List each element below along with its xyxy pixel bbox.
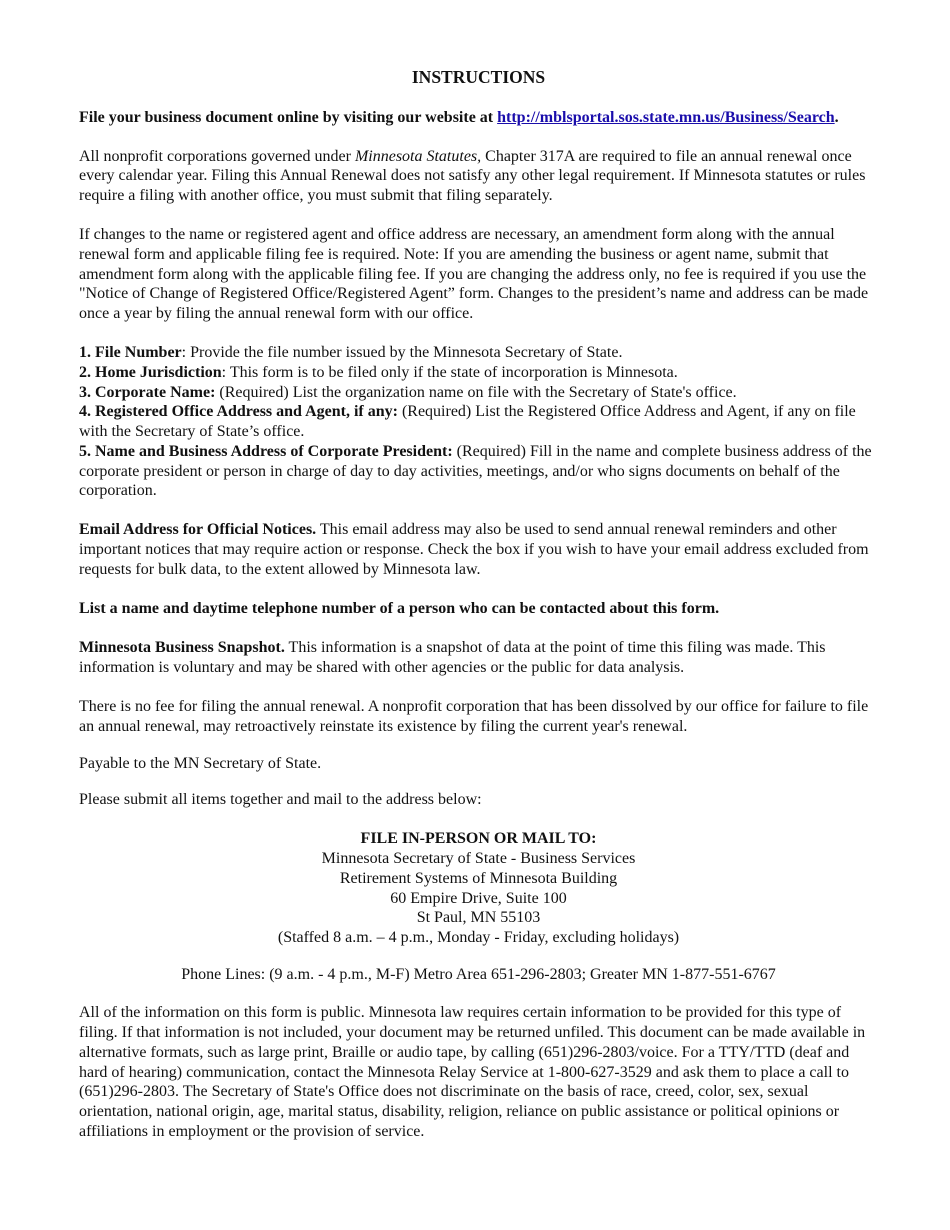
item-text: : Provide the file number issued by the Minnesota Secretary of State. [181, 344, 623, 362]
snapshot-paragraph [79, 638, 878, 677]
mailing-address-block [79, 829, 878, 947]
statute-paragraph [79, 147, 878, 206]
statute-italic: Minnesota Statutes, [354, 147, 482, 165]
office-hours-line: (Staffed 8 a.m. – 4 p.m., Monday - Friday, excluding holidays) [277, 929, 680, 946]
item-label: 4. Registered Office Address and Agent, if any: [79, 403, 398, 421]
online-filing-prefix: File your business document online by visiting our website at [79, 109, 498, 126]
snapshot-text: This information is a snapshot of data at the point of time this filing was made. This information is voluntary and may be shared with other agencies or the public for data analysis. [79, 639, 826, 676]
page-title: INSTRUCTIONS [411, 67, 546, 87]
snapshot-label: Minnesota Business Snapshot. [79, 639, 285, 657]
item-label: 1. File Number [79, 344, 182, 362]
statute-text-before: All nonprofit corporations governed under [79, 147, 355, 165]
list-item [79, 343, 878, 363]
online-filing-line [79, 108, 878, 128]
item-text: (Required) List the Registered Office Address and Agent, if any on file with the Secretary of State’s office. [79, 403, 856, 441]
list-item [79, 442, 878, 501]
list-item [79, 363, 878, 383]
address-line: 60 Empire Drive, Suite 100 [390, 889, 567, 907]
item-text: (Required) List the organization name on file with the Secretary of State's office. [215, 383, 737, 401]
email-label: Email Address for Official Notices. [79, 521, 317, 539]
public-information-paragraph: All of the information on this form is public. Minnesota law requires certain information to be provided for this type of filing. If that information is not included, your document may be returned unfiled. This document can be made available in alternative formats, such as large print, Braille or audio tape, by calling (651)296-2803/voice. For a TTY/TTD (deaf and hard of hearing) communication, contact the Minnesota Relay Service at 1-800-627-3529 and ask them to place a call to (651)296-2803. The Secretary of State's Office does not discriminate on the basis of race, creed, color, sex, sexual orientation, national origin, age, marital status, disability, religion, reliance on public assistance or political opinions or affiliations in employment or the provision of service. [79, 1004, 866, 1140]
statute-text-after: Chapter 317A are required to file an annual renewal once every calendar year. Filing this Annual Renewal does not satisfy any other legal requirement. If Minnesota statutes or rules require a filing with another office, you must submit that filing separately. [79, 147, 866, 205]
item-label: 2. Home Jurisdiction [79, 364, 222, 382]
mailing-heading: FILE IN-PERSON OR MAIL TO: [360, 830, 597, 848]
address-line: St Paul, MN 55103 [416, 909, 541, 927]
item-label: 3. Corporate Name: [79, 383, 216, 401]
payable-line: Payable to the MN Secretary of State. [79, 754, 322, 772]
website-link[interactable]: http://mblsportal.sos.state.mn.us/Business/Search [497, 109, 835, 126]
item-text: (Required) Fill in the name and complete business address of the corporate president or person in charge of day to day activities, meetings, and/or who signs documents on behalf of the corporation. [79, 442, 872, 500]
fee-paragraph: There is no fee for filing the annual renewal. A nonprofit corporation that has been dissolved by our office for failure to file an annual renewal, may retroactively reinstate its existence by filing the current year's renewal. [79, 698, 869, 735]
email-text: This email address may also be used to send annual renewal reminders and other important notices that may require action or response. Check the box if you wish to have your email address excluded from requests for bulk data, to the extent allowed by Minnesota law. [79, 521, 869, 578]
email-paragraph [79, 520, 878, 579]
phone-lines: Phone Lines: (9 a.m. - 4 p.m., M-F) Metro Area 651-296-2803; Greater MN 1-877-551-6767 [181, 965, 776, 983]
online-filing-suffix: . [834, 109, 839, 126]
amendment-paragraph: If changes to the name or registered agent and office address are necessary, an amendment form along with the annual renewal form and applicable filing fee is required. Note: If you are amending the business or agent name, submit that amendment form along with the applicable filing fee. If you are changing the address only, no fee is required if you use the "Notice of Change of Registered Office/Registered Agent” form. Changes to the president’s name and address can be made once a year by filing the annual renewal form with our office. [79, 226, 869, 323]
item-text: : This form is to be filed only if the state of incorporation is Minnesota. [221, 364, 678, 382]
address-line: Retirement Systems of Minnesota Building [339, 869, 618, 887]
list-item [79, 402, 878, 441]
address-line: Minnesota Secretary of State - Business Services [321, 850, 636, 868]
item-label: 5. Name and Business Address of Corporate President: [79, 442, 453, 460]
submit-line: Please submit all items together and mail to the address below: [79, 791, 482, 809]
list-item [79, 383, 878, 403]
contact-line: List a name and daytime telephone number of a person who can be contacted about this form. [79, 600, 720, 618]
field-instructions-list [79, 343, 878, 501]
